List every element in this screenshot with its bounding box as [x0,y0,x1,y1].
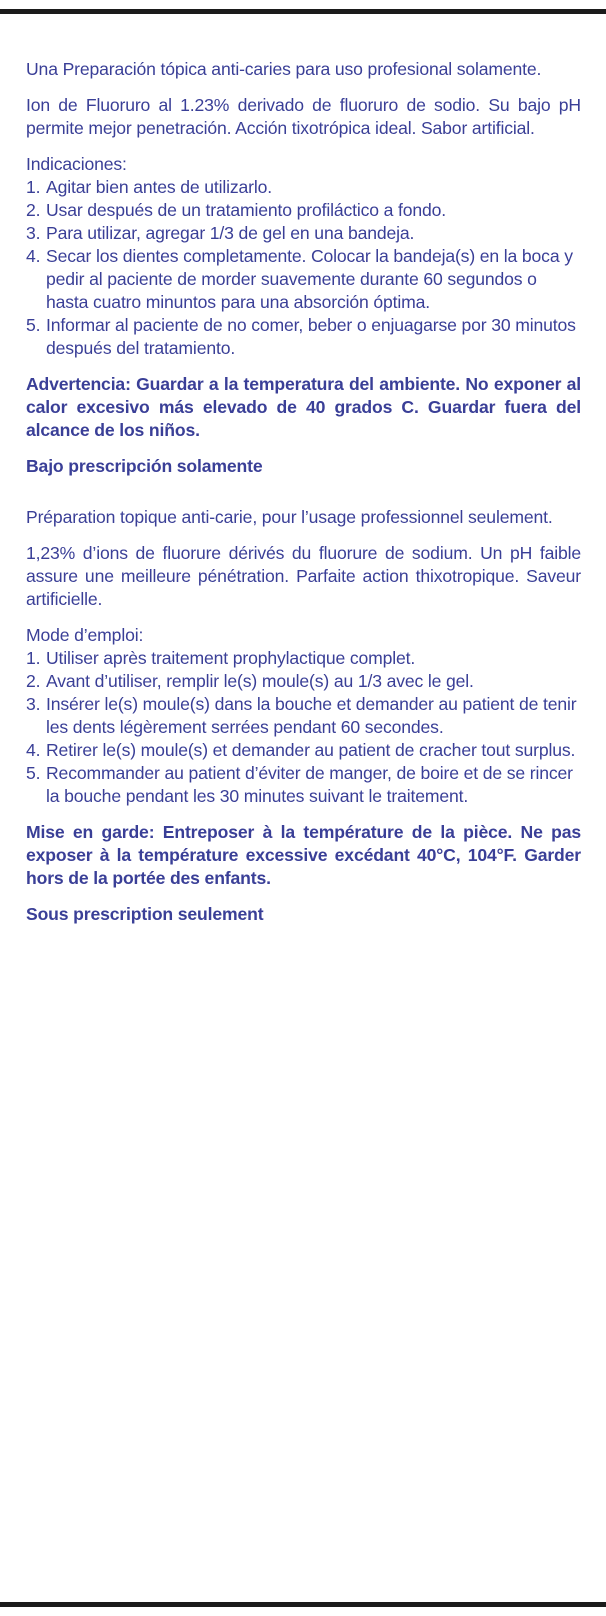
step-number: 3. [26,694,41,714]
step-text: Recommander au patient d’éviter de manger, de boire et de se rincer la bouche pendant les 30 minutes suivant le traitement. [46,763,573,806]
spanish-indications-title: Indicaciones: [26,154,127,174]
spanish-warning: Advertencia: Guardar a la temperatura del ambiente. No exponer al calor excesivo más elevado de 40 grados C. Guardar fuera del alcance de los niños. [26,374,581,440]
french-warning: Mise en garde: Entreposer à la température de la pièce. Ne pas exposer à la température excessive excédant 40°C, 104°F. Garder hors de la portée des enfants. [26,822,581,888]
step-text: Utiliser après traitement prophylactique complet. [46,648,416,668]
step-number: 4. [26,740,41,760]
spanish-description: Ion de Fluoruro al 1.23% derivado de fluoruro de sodio. Su bajo pH permite mejor penetración. Acción tixotrópica ideal. Sabor artificial. [26,95,581,138]
step-number: 5. [26,763,41,783]
list-item [26,199,581,222]
top-border-rule [0,9,606,14]
step-number: 5. [26,315,41,335]
step-text: Insérer le(s) moule(s) dans la bouche et demander au patient de tenir les dents légèrement serrées pendant 60 secondes. [46,694,577,737]
french-indications-title: Mode d’emploi: [26,625,144,645]
step-number: 2. [26,200,41,220]
list-item [26,314,581,360]
bottom-border-rule [0,1602,606,1607]
spanish-intro: Una Preparación tópica anti-caries para uso profesional solamente. [26,59,542,79]
french-intro: Préparation topique anti-carie, pour l’usage professionnel seulement. [26,507,553,527]
step-text: Secar los dientes completamente. Colocar la bandeja(s) en la boca y pedir al paciente de morder suavemente durante 60 segundos o hasta cuatro minuntos para una absorción óptima. [46,246,573,312]
list-item [26,693,581,739]
french-section [26,506,581,926]
list-item [26,647,581,670]
step-text: Informar al paciente de no comer, beber o enjuagarse por 30 minutos después del tratamiento. [46,315,576,358]
spanish-prescription-notice: Bajo prescripción solamente [26,456,263,476]
step-number: 3. [26,223,41,243]
step-number: 2. [26,671,41,691]
step-text: Usar después de un tratamiento profiláctico a fondo. [46,200,447,220]
french-steps-list [26,647,581,808]
spanish-section [26,58,581,478]
step-number: 4. [26,246,41,266]
step-text: Para utilizar, agregar 1/3 de gel en una bandeja. [46,223,415,243]
french-description: 1,23% d’ions de fluorure dérivés du fluorure de sodium. Un pH faible assure une meilleure pénétration. Parfaite action thixotropique. Saveur artificielle. [26,543,581,609]
list-item [26,670,581,693]
product-label-text [26,58,581,939]
list-item [26,245,581,314]
step-number: 1. [26,177,41,197]
spanish-steps-list [26,176,581,360]
list-item [26,222,581,245]
list-item [26,762,581,808]
step-text: Retirer le(s) moule(s) et demander au patient de cracher tout surplus. [46,740,576,760]
french-prescription-notice: Sous prescription seulement [26,904,264,924]
list-item [26,739,581,762]
list-item [26,176,581,199]
step-text: Avant d’utiliser, remplir le(s) moule(s) au 1/3 avec le gel. [46,671,474,691]
step-text: Agitar bien antes de utilizarlo. [46,177,273,197]
step-number: 1. [26,648,41,668]
